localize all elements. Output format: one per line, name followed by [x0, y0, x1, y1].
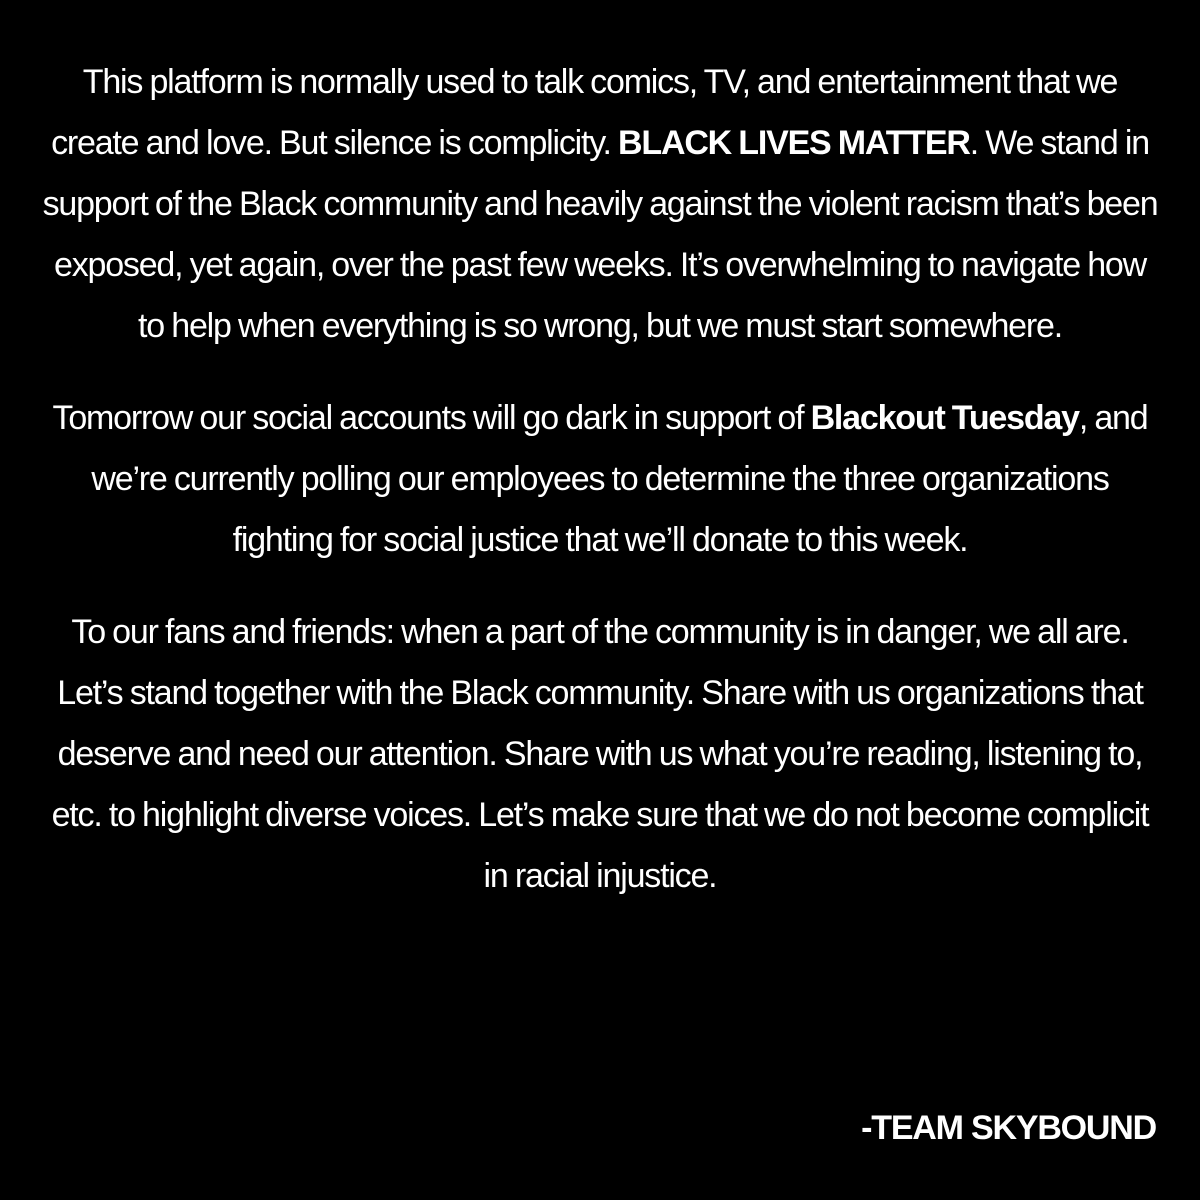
- black-lives-matter-emphasis: BLACK LIVES MATTER: [618, 124, 970, 162]
- paragraph-1-text-end: . We stand in support of the Black community and heavily against the violent racism that’s been exposed, yet again, over the past few weeks. It’s overwhelming to navigate how to help when everything is so wrong, but we must start somewhere.: [42, 124, 1158, 345]
- paragraph-1-text-start: This platform is normally used to talk comics, TV, and entertainment that we create and love. But silence is complicity.: [51, 63, 1118, 162]
- statement-paragraph-2: [40, 388, 1160, 571]
- statement-body: [40, 52, 1160, 938]
- paragraph-2-text-end: , and we’re currently polling our employees to determine the three organizations fighting for social justice that we’ll donate to this week.: [91, 399, 1148, 559]
- blackout-tuesday-emphasis: Blackout Tuesday: [810, 399, 1079, 437]
- statement-paragraph-1: [40, 52, 1160, 357]
- statement-paragraph-3: To our fans and friends: when a part of the community is in danger, we all are. Let’s stand together with the Black community. Share with us organizations that deserve and need our attention. Share with us what you’re reading, listening to, etc. to highlight diverse voices. Let’s make sure that we do not become complicit in racial injustice.: [51, 613, 1149, 895]
- paragraph-2-text-start: Tomorrow our social accounts will go dark in support of: [52, 399, 811, 437]
- signature: -TEAM SKYBOUND: [861, 1109, 1156, 1147]
